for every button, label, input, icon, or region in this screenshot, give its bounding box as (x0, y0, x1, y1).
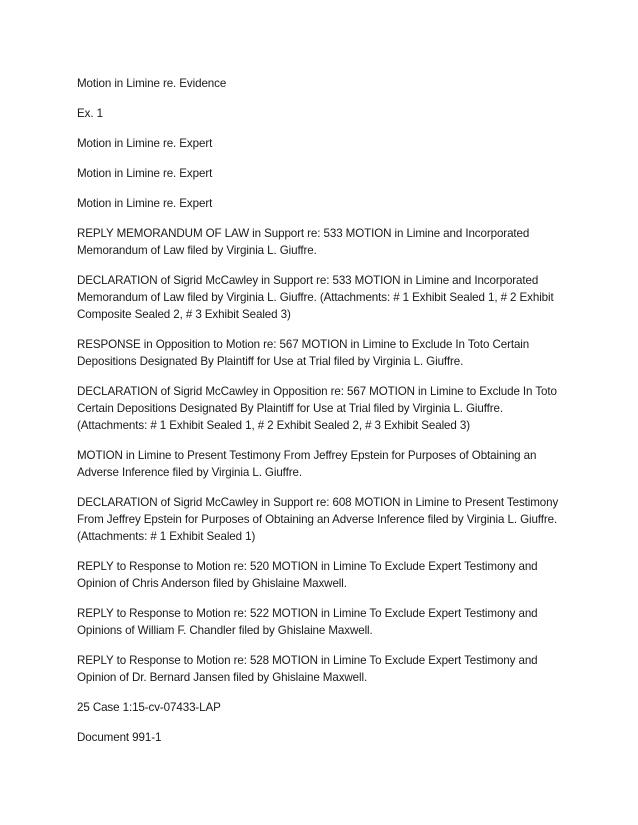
docket-entry-list (77, 75, 572, 759)
docket-entry: DECLARATION of Sigrid McCawley in Opposition re: 567 MOTION in Limine to Exclude In Toto Certain Depositions Designated By Plaintiff for Use at Trial filed by Virginia L. Giuffre. (Attachments: # 1 Exhibit Sealed 1, # 2 Exhibit Sealed 2, # 3 Exhibit Sealed 3) (77, 385, 557, 432)
docket-entry: REPLY to Response to Motion re: 528 MOTION in Limine To Exclude Expert Testimony and Opinion of Dr. Bernard Jansen filed by Ghislaine Maxwell. (77, 654, 538, 684)
document-number-line: Document 991-1 (77, 731, 162, 744)
docket-entry: Motion in Limine re. Expert (77, 197, 213, 210)
case-number-line: 25 Case 1:15-cv-07433-LAP (77, 701, 221, 714)
docket-entry: Ex. 1 (77, 107, 103, 120)
docket-entry: RESPONSE in Opposition to Motion re: 567 MOTION in Limine to Exclude In Toto Certain Depositions Designated By Plaintiff for Use at Trial filed by Virginia L. Giuffre. (77, 338, 530, 368)
docket-entry: DECLARATION of Sigrid McCawley in Support re: 608 MOTION in Limine to Present Testimony From Jeffrey Epstein for Purposes of Obtaining an Adverse Inference filed by Virginia L. Giuffre. (Attachments: # 1 Exhibit Sealed 1) (77, 496, 559, 543)
docket-entry: Motion in Limine re. Expert (77, 167, 213, 180)
docket-entry: REPLY to Response to Motion re: 520 MOTION in Limine To Exclude Expert Testimony and Opinion of Chris Anderson filed by Ghislaine Maxwell. (77, 560, 538, 590)
docket-entry: Motion in Limine re. Evidence (77, 77, 227, 90)
docket-entry: REPLY MEMORANDUM OF LAW in Support re: 533 MOTION in Limine and Incorporated Memorandum of Law filed by Virginia L. Giuffre. (77, 227, 530, 257)
docket-entry: DECLARATION of Sigrid McCawley in Support re: 533 MOTION in Limine and Incorporated Memorandum of Law filed by Virginia L. Giuffre. (Attachments: # 1 Exhibit Sealed 1, # 2 Exhibit Composite Sealed 2, # 3 Exhibit Sealed 3) (77, 274, 554, 321)
docket-entry: MOTION in Limine to Present Testimony From Jeffrey Epstein for Purposes of Obtaining an Adverse Inference filed by Virginia L. Giuffre. (77, 449, 537, 479)
docket-entry: Motion in Limine re. Expert (77, 137, 213, 150)
docket-entry: REPLY to Response to Motion re: 522 MOTION in Limine To Exclude Expert Testimony and Opinions of William F. Chandler filed by Ghislaine Maxwell. (77, 607, 538, 637)
